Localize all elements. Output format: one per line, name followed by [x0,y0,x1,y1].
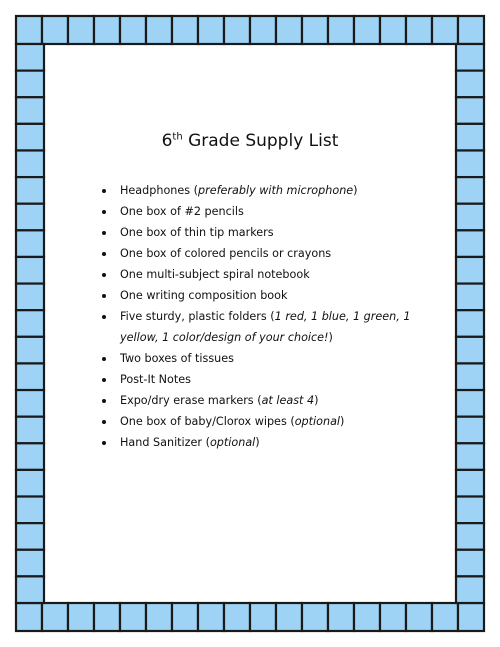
border-block [456,284,484,311]
border-block [16,363,44,390]
border-block [172,16,198,44]
border-block [16,44,44,71]
list-item: One box of thin tip markers [102,222,442,243]
border-block [16,417,44,444]
border-block [146,603,172,631]
border-block [120,603,146,631]
border-block [328,603,354,631]
list-item: One box of #2 pencils [102,201,442,222]
border-block [16,124,44,151]
border-block [456,150,484,177]
border-block [456,230,484,257]
border-block [432,603,458,631]
border-block [16,550,44,577]
border-block [276,603,302,631]
border-block [68,16,94,44]
border-block [456,337,484,364]
border-block [94,16,120,44]
border-block [276,16,302,44]
border-block [456,257,484,284]
border-block [456,71,484,98]
border-block [250,16,276,44]
border-block [456,470,484,497]
border-block [456,443,484,470]
title-grade-number: 6 [161,131,173,151]
border-block [120,16,146,44]
border-block [16,523,44,550]
border-block [172,603,198,631]
border-block [456,363,484,390]
border-block [406,16,432,44]
border-block [456,576,484,603]
list-item: Five sturdy, plastic folders (1 red, 1 blue, 1 green, 1 yellow, 1 color/design of your choice!) [102,306,442,348]
border-block [456,204,484,231]
border-block [302,16,328,44]
border-block [456,417,484,444]
title-grade-suffix: th [172,131,183,143]
border-block [16,470,44,497]
border-block [354,603,380,631]
border-block [224,16,250,44]
border-block [16,230,44,257]
list-item: Hand Sanitizer (optional) [102,432,442,453]
border-block [16,576,44,603]
list-item: One box of baby/Clorox wipes (optional) [102,411,442,432]
border-block [224,603,250,631]
list-item: One box of colored pencils or crayons [102,243,442,264]
border-block [380,16,406,44]
border-block [16,284,44,311]
border-block [406,603,432,631]
border-block [456,310,484,337]
border-block [16,443,44,470]
border-block [16,16,42,44]
supply-list-page [56,56,444,591]
border-block [456,390,484,417]
border-block [16,310,44,337]
border-block [380,603,406,631]
border-block [456,523,484,550]
border-block [458,603,484,631]
border-block [16,257,44,284]
border-block [250,603,276,631]
border-block [456,44,484,71]
border-block [456,497,484,524]
border-block [16,177,44,204]
border-block [42,16,68,44]
list-item: Expo/dry erase markers (at least 4) [102,390,442,411]
border-block [458,16,484,44]
border-block [456,550,484,577]
border-block [456,97,484,124]
border-block [68,603,94,631]
border-block [16,150,44,177]
border-block [16,390,44,417]
page-title [56,131,444,151]
list-item: Two boxes of tissues [102,348,442,369]
border-block [198,16,224,44]
border-block [456,177,484,204]
supply-list [102,180,442,453]
border-block [432,16,458,44]
list-item: Post-It Notes [102,369,442,390]
title-rest: Grade Supply List [182,131,339,151]
border-block [16,337,44,364]
border-block [16,497,44,524]
border-block [16,603,42,631]
border-block [16,204,44,231]
list-item: One writing composition book [102,285,442,306]
border-block [456,124,484,151]
list-item: One multi-subject spiral notebook [102,264,442,285]
border-block [42,603,68,631]
border-block [354,16,380,44]
border-block [16,71,44,98]
border-block [328,16,354,44]
border-block [198,603,224,631]
list-item: Headphones (preferably with microphone) [102,180,442,201]
border-block [302,603,328,631]
border-block [146,16,172,44]
border-block [94,603,120,631]
border-block [16,97,44,124]
